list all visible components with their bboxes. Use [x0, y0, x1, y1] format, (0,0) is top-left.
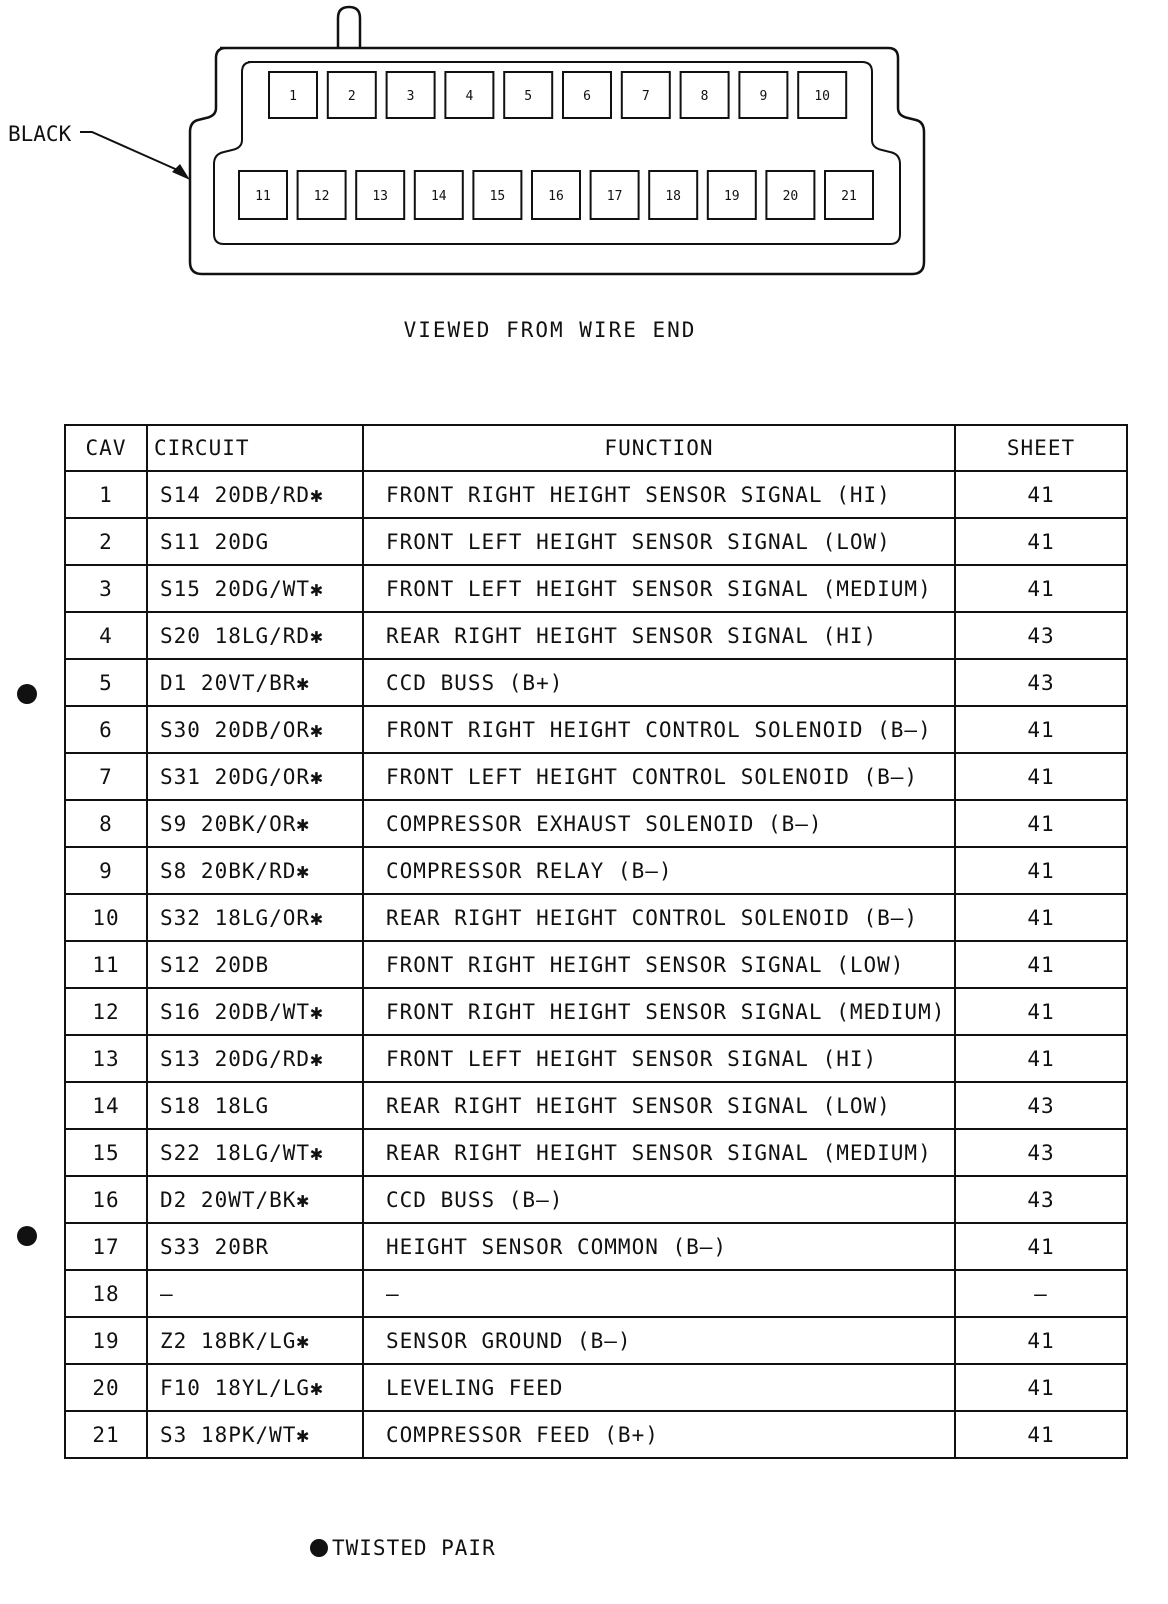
cell-cav: 19: [65, 1317, 147, 1364]
cell-function: FRONT LEFT HEIGHT SENSOR SIGNAL (HI): [363, 1035, 955, 1082]
cell-circuit: S13 20DG/RD✱: [147, 1035, 363, 1082]
header-function: FUNCTION: [363, 425, 955, 471]
cell-circuit: S30 20DB/OR✱: [147, 706, 363, 753]
cell-circuit: S3 18PK/WT✱: [147, 1411, 363, 1458]
cell-sheet: 41: [955, 1364, 1127, 1411]
cell-sheet: —: [955, 1270, 1127, 1317]
cell-cav: 12: [65, 988, 147, 1035]
cell-function: COMPRESSOR FEED (B+): [363, 1411, 955, 1458]
pin-number: 9: [759, 89, 768, 104]
pin-number: 3: [406, 89, 415, 104]
pin-number: 5: [524, 89, 533, 104]
cell-function: FRONT RIGHT HEIGHT SENSOR SIGNAL (HI): [363, 471, 955, 518]
pin-number: 14: [430, 189, 447, 204]
cell-sheet: 41: [955, 706, 1127, 753]
cell-cav: 11: [65, 941, 147, 988]
connector-housing-outer: [190, 48, 924, 274]
table-row: [65, 1270, 1127, 1317]
cell-function: LEVELING FEED: [363, 1364, 955, 1411]
twisted-pair-dot-icon: [17, 1226, 37, 1246]
cell-cav: 18: [65, 1270, 147, 1317]
cell-circuit: S22 18LG/WT✱: [147, 1129, 363, 1176]
cell-circuit: S18 18LG: [147, 1082, 363, 1129]
cell-function: REAR RIGHT HEIGHT SENSOR SIGNAL (MEDIUM): [363, 1129, 955, 1176]
cell-sheet: 41: [955, 894, 1127, 941]
cell-circuit: F10 18YL/LG✱: [147, 1364, 363, 1411]
cell-circuit: S11 20DG: [147, 518, 363, 565]
cell-sheet: 43: [955, 1082, 1127, 1129]
view-caption: VIEWED FROM WIRE END: [403, 318, 697, 342]
cell-sheet: 41: [955, 565, 1127, 612]
cell-circuit: S16 20DB/WT✱: [147, 988, 363, 1035]
pin-number: 17: [606, 189, 623, 204]
table-row: [65, 471, 1127, 518]
cell-cav: 15: [65, 1129, 147, 1176]
cell-circuit: D1 20VT/BR✱: [147, 659, 363, 706]
legend-label: TWISTED PAIR: [332, 1536, 496, 1560]
cell-sheet: 43: [955, 1129, 1127, 1176]
cell-cav: 2: [65, 518, 147, 565]
table-row: [65, 988, 1127, 1035]
table-row: [65, 1223, 1127, 1270]
table-row: [65, 1364, 1127, 1411]
cell-cav: 13: [65, 1035, 147, 1082]
connector-latch: [338, 7, 360, 48]
cell-sheet: 41: [955, 847, 1127, 894]
connector-color-label: BLACK: [8, 122, 72, 146]
cell-cav: 17: [65, 1223, 147, 1270]
table-row: [65, 753, 1127, 800]
cell-sheet: 43: [955, 659, 1127, 706]
cell-sheet: 41: [955, 941, 1127, 988]
header-circuit: CIRCUIT: [147, 425, 363, 471]
cell-sheet: 41: [955, 1317, 1127, 1364]
header-sheet: SHEET: [955, 425, 1127, 471]
table-header-row: [65, 425, 1127, 471]
pin-number: 1: [289, 89, 297, 104]
cell-function: FRONT LEFT HEIGHT SENSOR SIGNAL (MEDIUM): [363, 565, 955, 612]
cell-sheet: 43: [955, 612, 1127, 659]
cell-function: FRONT RIGHT HEIGHT SENSOR SIGNAL (LOW): [363, 941, 955, 988]
arrow-head-icon: [172, 164, 190, 180]
cell-function: FRONT RIGHT HEIGHT SENSOR SIGNAL (MEDIUM): [363, 988, 955, 1035]
table-row: [65, 847, 1127, 894]
cell-cav: 10: [65, 894, 147, 941]
cell-function: REAR RIGHT HEIGHT SENSOR SIGNAL (LOW): [363, 1082, 955, 1129]
cell-sheet: 41: [955, 471, 1127, 518]
pin-number: 6: [583, 89, 591, 104]
pin-number: 13: [372, 189, 389, 204]
cell-sheet: 41: [955, 1411, 1127, 1458]
pinout-table: [64, 424, 1128, 1459]
cell-function: FRONT LEFT HEIGHT SENSOR SIGNAL (LOW): [363, 518, 955, 565]
pin-number: 10: [814, 89, 831, 104]
table-row: [65, 565, 1127, 612]
cell-circuit: S14 20DB/RD✱: [147, 471, 363, 518]
cell-function: REAR RIGHT HEIGHT SENSOR SIGNAL (HI): [363, 612, 955, 659]
cell-cav: 4: [65, 612, 147, 659]
cell-sheet: 43: [955, 1176, 1127, 1223]
twisted-pair-dot-icon: [17, 684, 37, 704]
pin-number: 8: [700, 89, 709, 104]
cell-circuit: S31 20DG/OR✱: [147, 753, 363, 800]
cell-sheet: 41: [955, 1223, 1127, 1270]
pin-number: 15: [489, 189, 506, 204]
pin-number: 7: [641, 89, 650, 104]
cell-cav: 7: [65, 753, 147, 800]
connector-diagram: [0, 0, 1168, 300]
pin-number: 20: [782, 189, 799, 204]
cell-function: CCD BUSS (B+): [363, 659, 955, 706]
cell-sheet: 41: [955, 518, 1127, 565]
cell-sheet: 41: [955, 800, 1127, 847]
table-row: [65, 659, 1127, 706]
cell-circuit: S9 20BK/OR✱: [147, 800, 363, 847]
pin-number: 2: [347, 89, 356, 104]
table-row: [65, 894, 1127, 941]
table-row: [65, 800, 1127, 847]
pin-number: 19: [723, 189, 740, 204]
cell-function: COMPRESSOR RELAY (B—): [363, 847, 955, 894]
table-row: [65, 1411, 1127, 1458]
cell-sheet: 41: [955, 753, 1127, 800]
pin-number: 4: [465, 89, 474, 104]
cell-circuit: S32 18LG/OR✱: [147, 894, 363, 941]
table-row: [65, 1317, 1127, 1364]
cell-sheet: 41: [955, 988, 1127, 1035]
pin-number: 11: [255, 189, 271, 204]
cell-function: HEIGHT SENSOR COMMON (B—): [363, 1223, 955, 1270]
cell-cav: 5: [65, 659, 147, 706]
cell-cav: 14: [65, 1082, 147, 1129]
legend: [310, 1536, 496, 1560]
cell-cav: 9: [65, 847, 147, 894]
table-row: [65, 1035, 1127, 1082]
cell-cav: 3: [65, 565, 147, 612]
table-row: [65, 706, 1127, 753]
cell-function: —: [363, 1270, 955, 1317]
cell-cav: 8: [65, 800, 147, 847]
cell-cav: 16: [65, 1176, 147, 1223]
pin-number: 12: [313, 189, 330, 204]
cell-function: SENSOR GROUND (B—): [363, 1317, 955, 1364]
table-row: [65, 1082, 1127, 1129]
pin-number: 16: [548, 189, 564, 204]
arrow-icon: [80, 132, 182, 172]
cell-function: FRONT LEFT HEIGHT CONTROL SOLENOID (B—): [363, 753, 955, 800]
cell-circuit: Z2 18BK/LG✱: [147, 1317, 363, 1364]
cell-circuit: S8 20BK/RD✱: [147, 847, 363, 894]
cell-circuit: S15 20DG/WT✱: [147, 565, 363, 612]
cell-circuit: S12 20DB: [147, 941, 363, 988]
cell-cav: 1: [65, 471, 147, 518]
table-row: [65, 518, 1127, 565]
cell-function: COMPRESSOR EXHAUST SOLENOID (B—): [363, 800, 955, 847]
pin-number: 21: [841, 189, 857, 204]
cell-circuit: —: [147, 1270, 363, 1317]
cell-circuit: D2 20WT/BK✱: [147, 1176, 363, 1223]
pin-number: 18: [665, 189, 682, 204]
table-row: [65, 1176, 1127, 1223]
header-cav: CAV: [65, 425, 147, 471]
table-row: [65, 941, 1127, 988]
cell-cav: 21: [65, 1411, 147, 1458]
table-row: [65, 1129, 1127, 1176]
cell-function: FRONT RIGHT HEIGHT CONTROL SOLENOID (B—): [363, 706, 955, 753]
twisted-pair-dot-icon: [310, 1539, 328, 1557]
cell-cav: 20: [65, 1364, 147, 1411]
cell-circuit: S20 18LG/RD✱: [147, 612, 363, 659]
cell-circuit: S33 20BR: [147, 1223, 363, 1270]
cell-cav: 6: [65, 706, 147, 753]
cell-function: CCD BUSS (B—): [363, 1176, 955, 1223]
cell-sheet: 41: [955, 1035, 1127, 1082]
table-row: [65, 612, 1127, 659]
cell-function: REAR RIGHT HEIGHT CONTROL SOLENOID (B—): [363, 894, 955, 941]
